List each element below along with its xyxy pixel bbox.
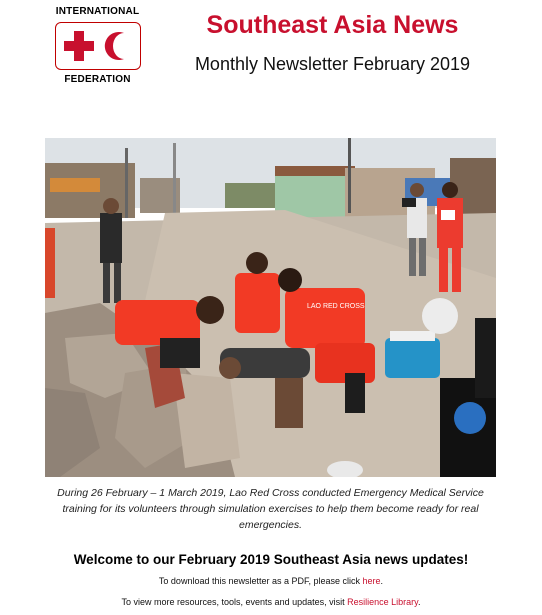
logo-top-text: INTERNATIONAL — [55, 6, 140, 17]
resources-line-suffix: . — [417, 597, 421, 607]
masthead — [160, 6, 505, 76]
photo-caption: During 26 February – 1 March 2019, Lao Red Cross conducted Emergency Medical Service training for its volunteers through simulation exercises to help them become ready for real emergencies. — [57, 487, 484, 531]
training-photo — [45, 138, 496, 477]
vest-text: LAO RED CROSS — [307, 303, 365, 310]
training-scene-illustration — [45, 138, 496, 477]
page-subtitle: Monthly Newsletter February 2019 — [194, 54, 471, 74]
red-crescent-icon — [102, 30, 132, 62]
ifrc-logo — [50, 6, 145, 86]
download-pdf-link[interactable]: here — [362, 576, 381, 586]
download-line-suffix: . — [380, 576, 384, 586]
resources-line-prefix: To view more resources, tools, events and updates, visit — [121, 597, 348, 607]
page-title: Southeast Asia News — [206, 11, 459, 39]
logo-bottom-text: FEDERATION — [64, 74, 131, 85]
red-cross-icon — [64, 31, 94, 61]
download-line — [20, 576, 522, 586]
download-line-prefix: To download this newsletter as a PDF, please click — [158, 576, 363, 586]
welcome-heading: Welcome to our February 2019 Southeast Asia news updates! — [73, 552, 469, 567]
resilience-library-link[interactable]: Resilience Library — [347, 597, 418, 607]
resources-line — [20, 597, 522, 607]
logo-emblem — [55, 22, 141, 70]
